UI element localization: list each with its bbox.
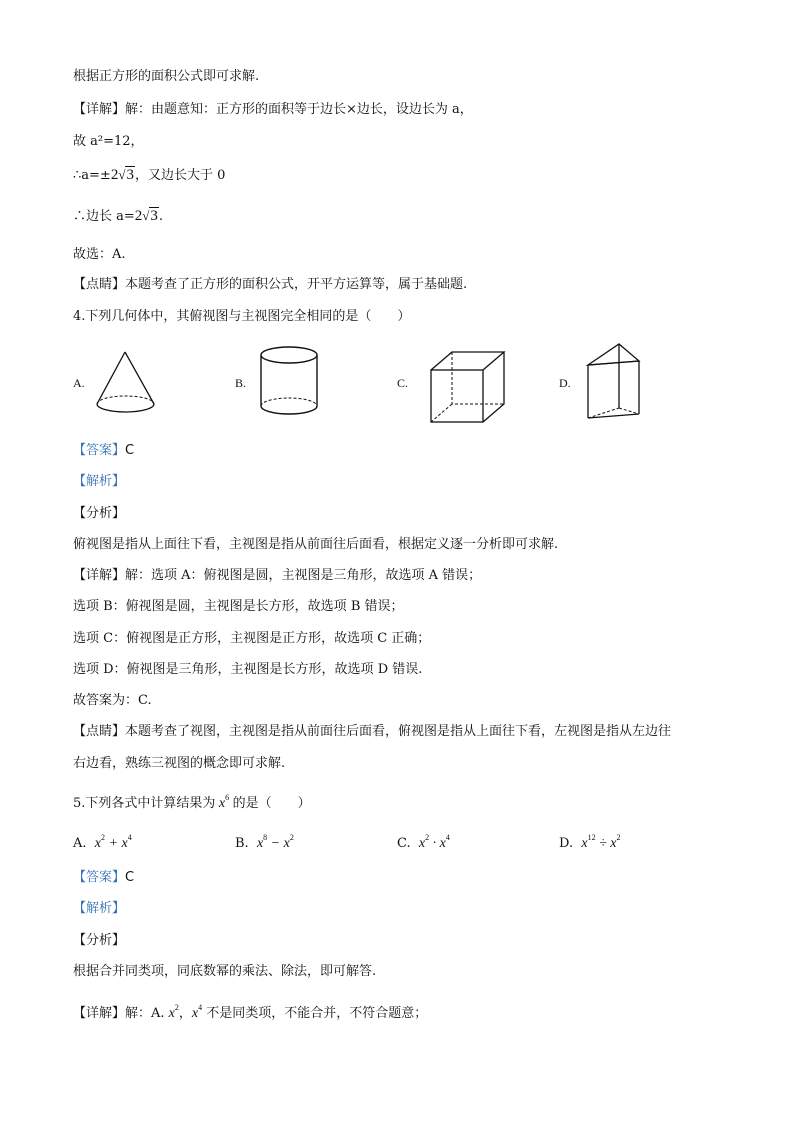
text-line: 【详解】解：由题意知：正方形的面积等于边长×边长，设边长为 a， <box>73 102 473 117</box>
option-d: D. $x^{12} \div x^2$ <box>559 833 621 851</box>
prism-figure <box>584 341 644 423</box>
question-4: 4.下列几何体中，其俯视图与主视图完全相同的是（ ） <box>73 309 411 324</box>
text-line: 【分析】 <box>73 506 126 521</box>
option-b-label: B. <box>235 376 247 390</box>
text-line: 右边看，熟练三视图的概念即可求解. <box>73 756 286 771</box>
option-c-label: C. <box>397 376 409 390</box>
text-line: 故答案为：C. <box>73 693 152 708</box>
text-line: 【点睛】本题考查了正方形的面积公式，开平方运算等，属于基础题. <box>73 277 468 292</box>
option-a: A. $x^2 + x^4$ <box>73 833 132 851</box>
text-line-sqrt: ∴边长 a=2√3. <box>73 208 164 224</box>
cone-figure <box>92 348 162 418</box>
text-line: 【详解】解：A. $x^2$，$x^4$ 不是同类项，不能合并，不符合题意； <box>73 1003 428 1021</box>
text-line: 俯视图是指从上面往下看，主视图是指从前面往后面看，根据定义逐一分析即可求解. <box>73 537 559 552</box>
text-line: 根据正方形的面积公式即可求解. <box>73 69 260 84</box>
answer-line: 【答案】C <box>73 870 135 885</box>
analysis-heading: 【解析】 <box>73 901 126 916</box>
cube-figure <box>428 349 508 425</box>
text-line: 故 a²=12， <box>73 134 144 149</box>
analysis-heading: 【解析】 <box>73 474 126 489</box>
text-line: 选项 C：俯视图是正方形，主视图是正方形，故选项 C 正确； <box>73 631 431 646</box>
text-line: 【详解】解：选项 A：俯视图是圆，主视图是三角形，故选项 A 错误； <box>73 568 482 583</box>
text-line: 选项 B：俯视图是圆，主视图是长方形，故选项 B 错误； <box>73 599 404 614</box>
radical-expr: 2√3 <box>134 208 158 224</box>
text-line: 【分析】 <box>73 933 126 948</box>
text-line: 【点睛】本题考查了视图，主视图是指从前面往后面看，俯视图是指从上面往下看，左视图是指从左边往 <box>73 724 672 739</box>
option-a-label: A. <box>73 376 85 390</box>
question-5: 5.下列各式中计算结果为 $x^6$ 的是（ ） <box>73 793 311 811</box>
math-x6: $x^6$ <box>215 793 230 811</box>
text-line: 选项 D：俯视图是三角形，主视图是长方形，故选项 D 错误. <box>73 662 423 677</box>
text-line: 根据合并同类项，同底数幂的乘法、除法，即可解答. <box>73 964 377 979</box>
cylinder-figure <box>258 344 322 420</box>
option-d-label: D. <box>559 376 571 390</box>
answer-line: 【答案】C <box>73 443 135 458</box>
text-line: 故选：A. <box>73 247 126 262</box>
option-c: C. $x^2 \cdot x^4$ <box>397 833 450 851</box>
option-b: B. $x^8 - x^2$ <box>235 833 294 851</box>
text-line-sqrt: ∴a=±2√3，又边长大于 0 <box>73 167 226 183</box>
radical-expr: 2√3 <box>110 167 134 183</box>
